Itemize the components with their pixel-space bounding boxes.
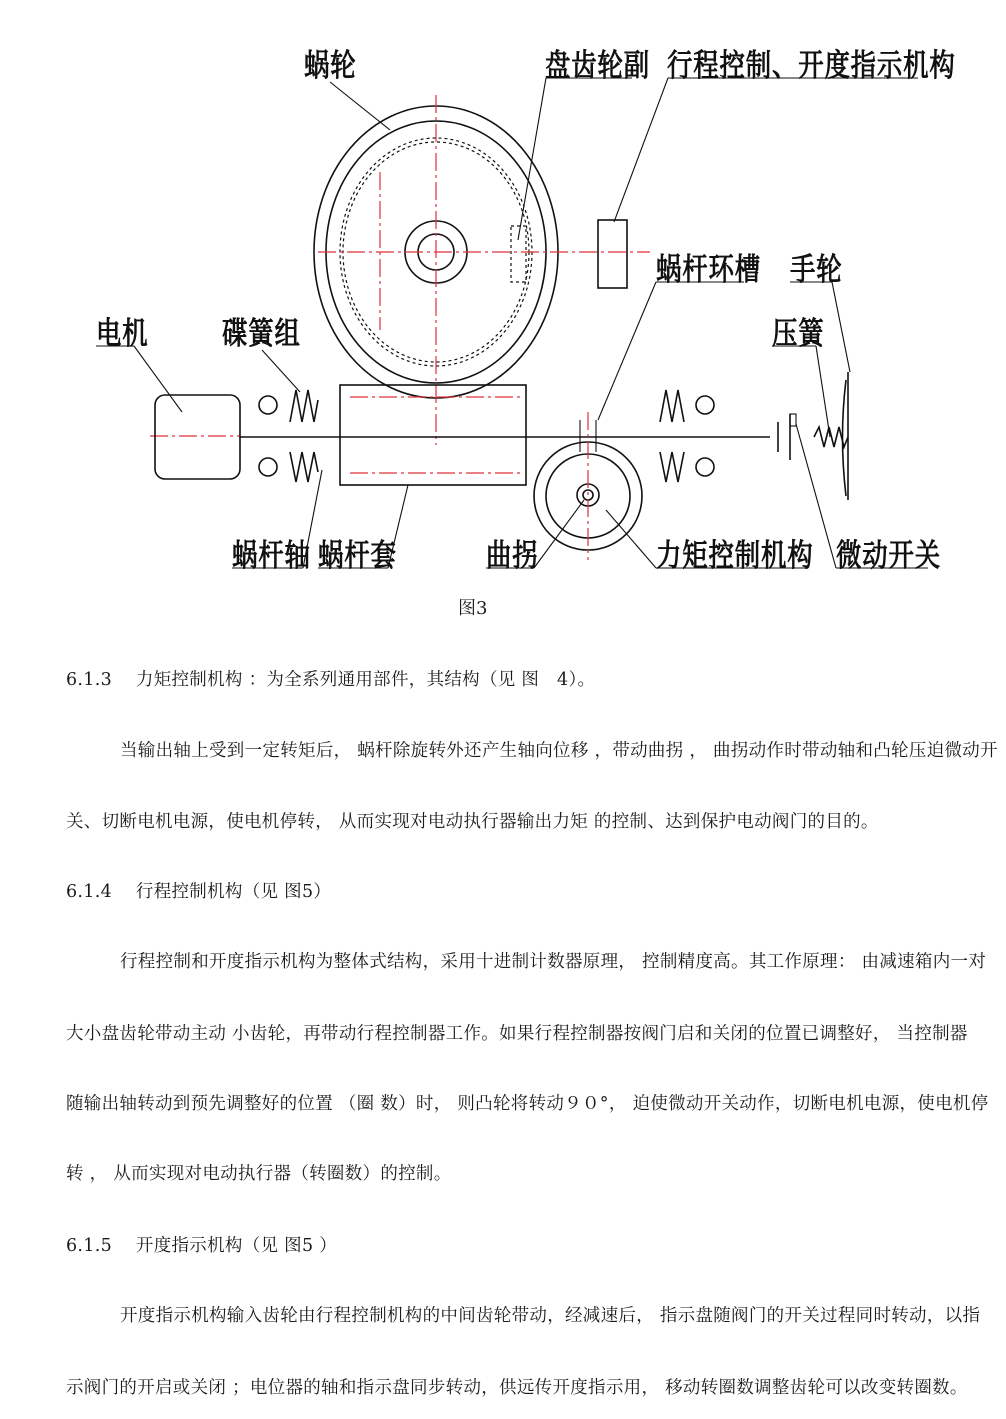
section-6-1-4-heading [66,878,988,903]
section-number: 6.1.4 [66,882,113,902]
worm-sleeve-drawing [340,385,526,485]
section-6-1-3-heading [66,666,988,691]
label-worm-sleeve: 蜗杆套 [318,538,397,574]
section-6-1-5-heading [66,1232,988,1257]
label-pressure-spring: 压簧 [772,316,825,352]
label-micro-switch: 微动开关 [836,538,941,574]
section-title: 行程控制机构（见 图5） [135,882,332,902]
label-motor: 电机 [96,316,149,352]
right-disc-springs [660,390,714,482]
torque-control-cam [534,412,642,560]
label-worm-wheel: 蜗轮 [304,48,357,84]
paragraph-line: 随输出轴转动到预先调整好的位置 （圈 数）时， 则凸轮将转动９０°， 迫使微动开关动作，切断电机电源，使电机停 [66,1094,989,1114]
label-travel-control: 行程控制、开度指示机构 [667,48,956,84]
label-handwheel: 手轮 [790,252,843,288]
label-disc-gear-pair: 盘齿轮副 [545,48,650,84]
motor-drawing [155,395,240,479]
handwheel-assembly [778,372,848,500]
label-crank: 曲拐 [486,538,539,574]
figure-3 [0,0,1006,640]
paragraph-line: 大小盘齿轮带动主动 小齿轮，再带动行程控制器工作。如果行程控制器按阀门启和关闭的位置已调整好， 当控制器 [66,1024,968,1044]
travel-control-block [598,220,627,288]
paragraph-line: 当输出轴上受到一定转矩后， 蜗杆除旋转外还产生轴向位移 ，带动曲拐 ， 曲拐动作时带动轴和凸轮压迫微动开 [120,741,998,761]
paragraph-line: 示阀门的开启或关闭 ；电位器的轴和指示盘同步转动，供远传开度指示用， 移动转圈数调整齿轮可以改变转圈数。 [66,1378,968,1398]
section-number: 6.1.3 [66,670,113,690]
paragraph-line: 行程控制和开度指示机构为整体式结构，采用十进制计数器原理， 控制精度高。其工作原理： 由减速箱内一对 [120,952,987,972]
label-torque-control: 力矩控制机构 [656,538,814,574]
paragraph-line: 关、切断电机电源，使电机停转， 从而实现对电动执行器输出力矩 的控制、达到保护电动阀门的目的。 [66,812,879,832]
label-worm-ring-groove: 蜗杆环槽 [656,252,761,288]
label-disc-spring-group: 碟簧组 [222,316,301,352]
section-title: 开度指示机构（见 图5 ） [135,1236,338,1256]
label-worm-shaft: 蜗杆轴 [232,538,311,574]
worm-wheel-drawing [314,95,650,445]
figure-caption: 图3 [458,598,488,619]
left-disc-springs [259,390,318,482]
paragraph-line: 开度指示机构输入齿轮由行程控制机构的中间齿轮带动，经减速后， 指示盘随阀门的开关过程同时转动，以指 [120,1306,981,1326]
section-title: 力矩控制机构 ：为全系列通用部件，其结构（见 图 4）。 [135,670,596,690]
paragraph-line: 转 ， 从而实现对电动执行器（转圈数）的控制。 [66,1164,452,1184]
section-number: 6.1.5 [66,1236,113,1256]
